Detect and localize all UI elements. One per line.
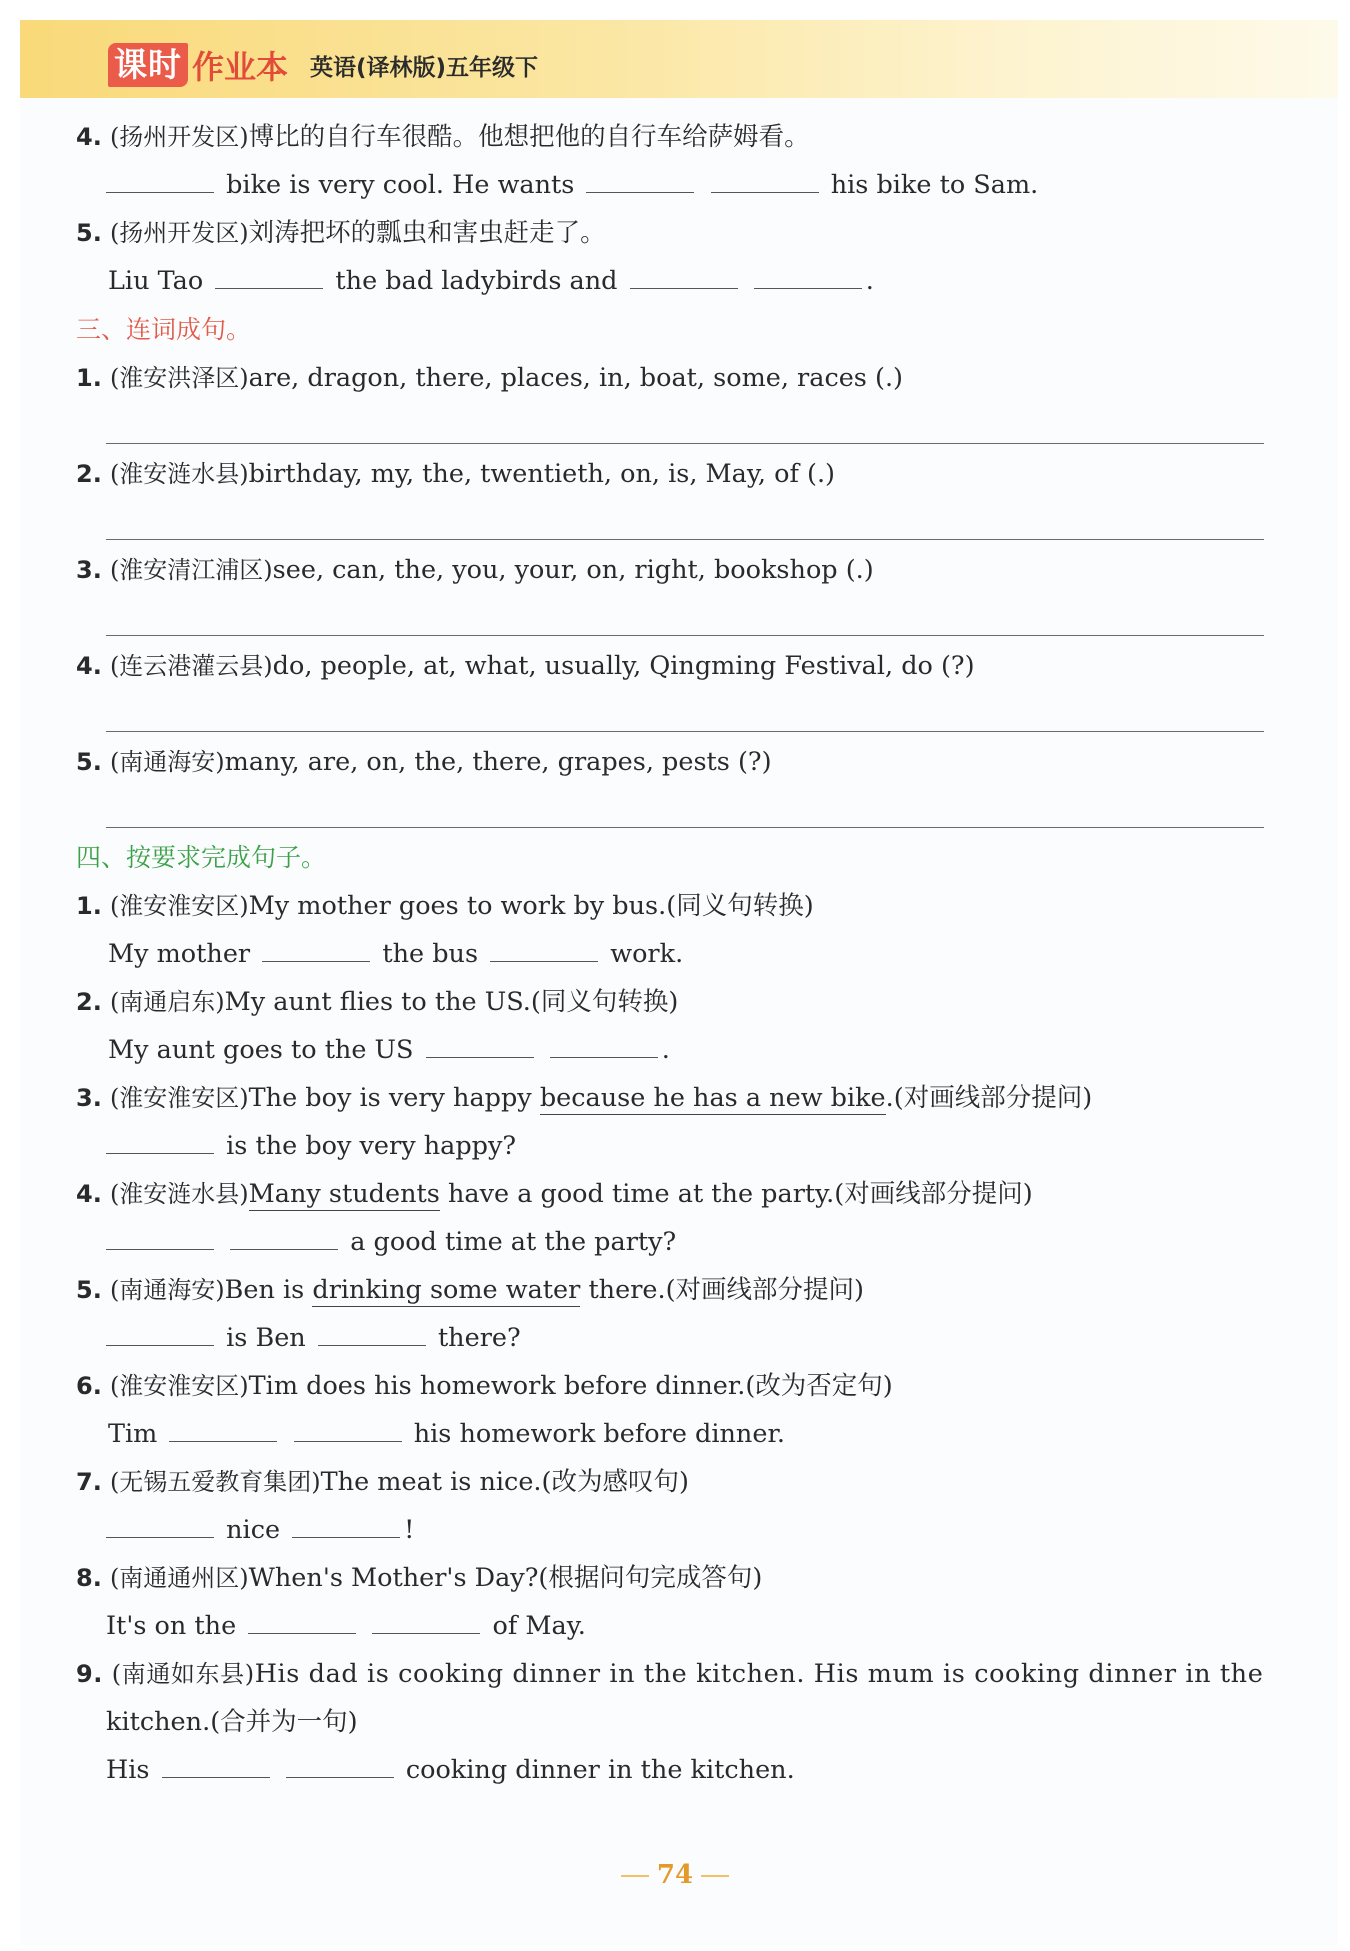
answer-write-line[interactable] — [106, 731, 1264, 732]
question-line — [76, 213, 606, 253]
sentence-fragment: His — [106, 1755, 150, 1785]
question-number: 3. — [76, 1084, 102, 1112]
question-number: 1. — [76, 892, 102, 920]
question-text: 刘涛把坏的瓢虫和害虫赶走了。 — [248, 218, 606, 248]
sentence-fragment: nice — [226, 1515, 281, 1545]
question-source: (淮安清江浦区) — [109, 556, 273, 584]
question-line — [76, 982, 678, 1022]
answer-blank[interactable] — [230, 1225, 338, 1250]
underlined-phrase: drinking some water — [312, 1275, 581, 1305]
question-text: The boy is very happy — [248, 1083, 532, 1113]
answer-blank[interactable] — [106, 1513, 214, 1538]
sentence-fragment: It's on the — [106, 1611, 237, 1641]
answer-blank[interactable] — [711, 168, 819, 193]
question-text: Tim does his homework before dinner. — [248, 1371, 746, 1401]
question-source: (淮安洪泽区) — [109, 364, 249, 392]
question-number: 5. — [76, 219, 102, 247]
question-text: many, are, on, the, there, grapes, pests (?) — [224, 747, 772, 777]
question-requirement: (同义句转换) — [530, 987, 679, 1017]
section-title: 四、按要求完成句子。 — [76, 843, 327, 872]
answer-line-row — [108, 1030, 670, 1070]
sentence-fragment: is Ben — [226, 1323, 306, 1353]
question-text: 博比的自行车很酷。他想把他的自行车给萨姆看。 — [248, 122, 810, 152]
question-line — [76, 1558, 762, 1598]
answer-line-row — [108, 261, 874, 301]
question-text: there. — [588, 1275, 666, 1305]
answer-line-row — [106, 1126, 516, 1166]
answer-write-line[interactable] — [106, 635, 1264, 636]
question-line — [76, 550, 874, 590]
sentence-fragment: . — [661, 1035, 670, 1065]
question-text: My aunt flies to the US. — [224, 987, 531, 1017]
answer-blank[interactable] — [262, 937, 370, 962]
sentence-fragment: My mother — [108, 939, 251, 969]
question-text: do, people, at, what, usually, Qingming Festival, do (?) — [272, 651, 975, 681]
sentence-fragment: the bus — [382, 939, 479, 969]
question-requirement: (改为感叹句) — [541, 1467, 689, 1497]
answer-blank[interactable] — [292, 1513, 400, 1538]
answer-line-row — [106, 1606, 586, 1646]
question-text: . — [885, 1083, 894, 1113]
answer-blank[interactable] — [169, 1417, 277, 1442]
answer-line-row — [106, 1750, 795, 1790]
section-title: 三、连词成句。 — [76, 315, 252, 344]
question-number: 6. — [76, 1372, 102, 1400]
answer-line-row — [106, 165, 1038, 205]
answer-blank[interactable] — [106, 1129, 214, 1154]
sentence-fragment: of May. — [492, 1611, 586, 1641]
question-line — [76, 646, 975, 686]
question-source: (淮安淮安区) — [109, 892, 249, 920]
book-logo: 课时 — [108, 43, 188, 87]
question-line-continued — [106, 1702, 358, 1742]
question-requirement: (根据问句完成答句) — [538, 1563, 763, 1593]
question-source: (淮安淮安区) — [109, 1084, 249, 1112]
underlined-phrase: because he has a new bike — [539, 1083, 886, 1113]
question-line — [76, 1462, 689, 1502]
question-source: (南通启东) — [109, 988, 225, 1016]
question-number: 3. — [76, 556, 102, 584]
question-text: When's Mother's Day? — [248, 1563, 539, 1593]
sentence-fragment: his homework before dinner. — [413, 1419, 785, 1449]
question-number: 4. — [76, 1180, 102, 1208]
question-source: (南通海安) — [109, 748, 225, 776]
sentence-fragment: work. — [610, 939, 684, 969]
answer-write-line[interactable] — [106, 443, 1264, 444]
question-text: are, dragon, there, places, in, boat, some, races (.) — [248, 363, 904, 393]
question-source: (淮安涟水县) — [109, 1180, 249, 1208]
question-requirement: (对画线部分提问) — [665, 1275, 864, 1305]
question-requirement: (对画线部分提问) — [834, 1179, 1033, 1209]
question-line — [76, 742, 772, 782]
sentence-fragment: is the boy very happy? — [226, 1131, 517, 1161]
answer-blank[interactable] — [372, 1609, 480, 1634]
question-number: 4. — [76, 123, 102, 151]
sentence-fragment: his bike to Sam. — [830, 170, 1039, 200]
question-text: have a good time at the party. — [447, 1179, 835, 1209]
answer-line-row — [108, 1414, 785, 1454]
question-number: 8. — [76, 1564, 102, 1592]
question-number: 7. — [76, 1468, 102, 1496]
answer-write-line[interactable] — [106, 539, 1264, 540]
answer-blank[interactable] — [106, 1225, 214, 1250]
question-source: (南通海安) — [109, 1276, 225, 1304]
answer-blank[interactable] — [754, 264, 862, 289]
question-line — [76, 454, 835, 494]
answer-blank[interactable] — [630, 264, 738, 289]
question-number: 2. — [76, 460, 102, 488]
question-text: birthday, my, the, twentieth, on, is, May, of (.) — [248, 459, 835, 489]
page-number-dash — [701, 1875, 729, 1877]
page-number — [0, 1860, 1350, 1890]
question-source: (扬州开发区) — [109, 219, 249, 247]
question-line — [76, 1270, 864, 1310]
answer-blank[interactable] — [106, 1321, 214, 1346]
answer-blank[interactable] — [318, 1321, 426, 1346]
question-line — [76, 358, 903, 398]
sentence-fragment: bike is very cool. He wants — [226, 170, 575, 200]
question-line — [76, 1174, 1033, 1214]
question-number: 2. — [76, 988, 102, 1016]
book-header — [108, 40, 538, 90]
answer-line-row — [106, 1510, 414, 1550]
sentence-fragment: a good time at the party? — [350, 1227, 677, 1257]
sentence-fragment: My aunt goes to the US — [108, 1035, 414, 1065]
question-text: My mother goes to work by bus. — [248, 891, 667, 921]
question-source: (淮安涟水县) — [109, 460, 249, 488]
question-text: see, can, the, you, your, on, right, bookshop (.) — [272, 555, 874, 585]
question-line — [76, 886, 814, 926]
question-text: kitchen. — [106, 1707, 211, 1737]
answer-blank[interactable] — [586, 168, 694, 193]
answer-blank[interactable] — [215, 264, 323, 289]
sentence-fragment: cooking dinner in the kitchen. — [405, 1755, 795, 1785]
answer-blank[interactable] — [248, 1609, 356, 1634]
question-number: 9. — [76, 1660, 104, 1688]
book-title: 作业本 — [192, 48, 289, 86]
answer-line-row — [106, 1222, 676, 1262]
question-source: (淮安淮安区) — [109, 1372, 249, 1400]
sentence-fragment: there? — [437, 1323, 521, 1353]
question-requirement: (同义句转换) — [666, 891, 814, 921]
question-requirement: (改为否定句) — [745, 1371, 893, 1401]
question-source: (南通通州区) — [109, 1564, 249, 1592]
question-number: 5. — [76, 1276, 102, 1304]
question-number: 1. — [76, 364, 102, 392]
question-number: 5. — [76, 748, 102, 776]
question-requirement: (合并为一句) — [210, 1707, 358, 1737]
question-line — [76, 1366, 893, 1406]
answer-blank[interactable] — [286, 1753, 394, 1778]
question-text: His dad is cooking dinner in the kitchen. His mum is cooking dinner in the — [254, 1659, 1264, 1689]
sentence-fragment: ! — [404, 1515, 415, 1545]
question-number: 4. — [76, 652, 102, 680]
sentence-fragment: Tim — [108, 1419, 158, 1449]
answer-blank[interactable] — [106, 168, 214, 193]
question-requirement: (对画线部分提问) — [893, 1083, 1093, 1113]
answer-line-row — [106, 1318, 521, 1358]
question-line — [76, 1654, 1263, 1694]
answer-blank[interactable] — [490, 937, 598, 962]
question-source: (无锡五爱教育集团) — [109, 1468, 321, 1496]
answer-blank[interactable] — [426, 1033, 534, 1058]
question-text: Ben is — [224, 1275, 305, 1305]
answer-blank[interactable] — [162, 1753, 270, 1778]
subject-label: 英语(译林版)五年级下 — [310, 54, 539, 81]
sentence-fragment: . — [865, 266, 874, 296]
question-source: (连云港灌云县) — [109, 652, 273, 680]
question-source: (扬州开发区) — [109, 123, 249, 151]
question-text: The meat is nice. — [320, 1467, 542, 1497]
page-number-text: 74 — [656, 1860, 694, 1890]
answer-write-line[interactable] — [106, 827, 1264, 828]
sentence-fragment: the bad ladybirds and — [335, 266, 618, 296]
answer-blank[interactable] — [294, 1417, 402, 1442]
question-line — [76, 117, 810, 157]
page-number-dash — [621, 1875, 649, 1877]
underlined-phrase: Many students — [248, 1179, 440, 1209]
answer-line-row — [108, 934, 683, 974]
sentence-fragment: Liu Tao — [108, 266, 204, 296]
answer-blank[interactable] — [550, 1033, 658, 1058]
question-line — [76, 1078, 1092, 1118]
question-source: (南通如东县) — [111, 1660, 255, 1688]
